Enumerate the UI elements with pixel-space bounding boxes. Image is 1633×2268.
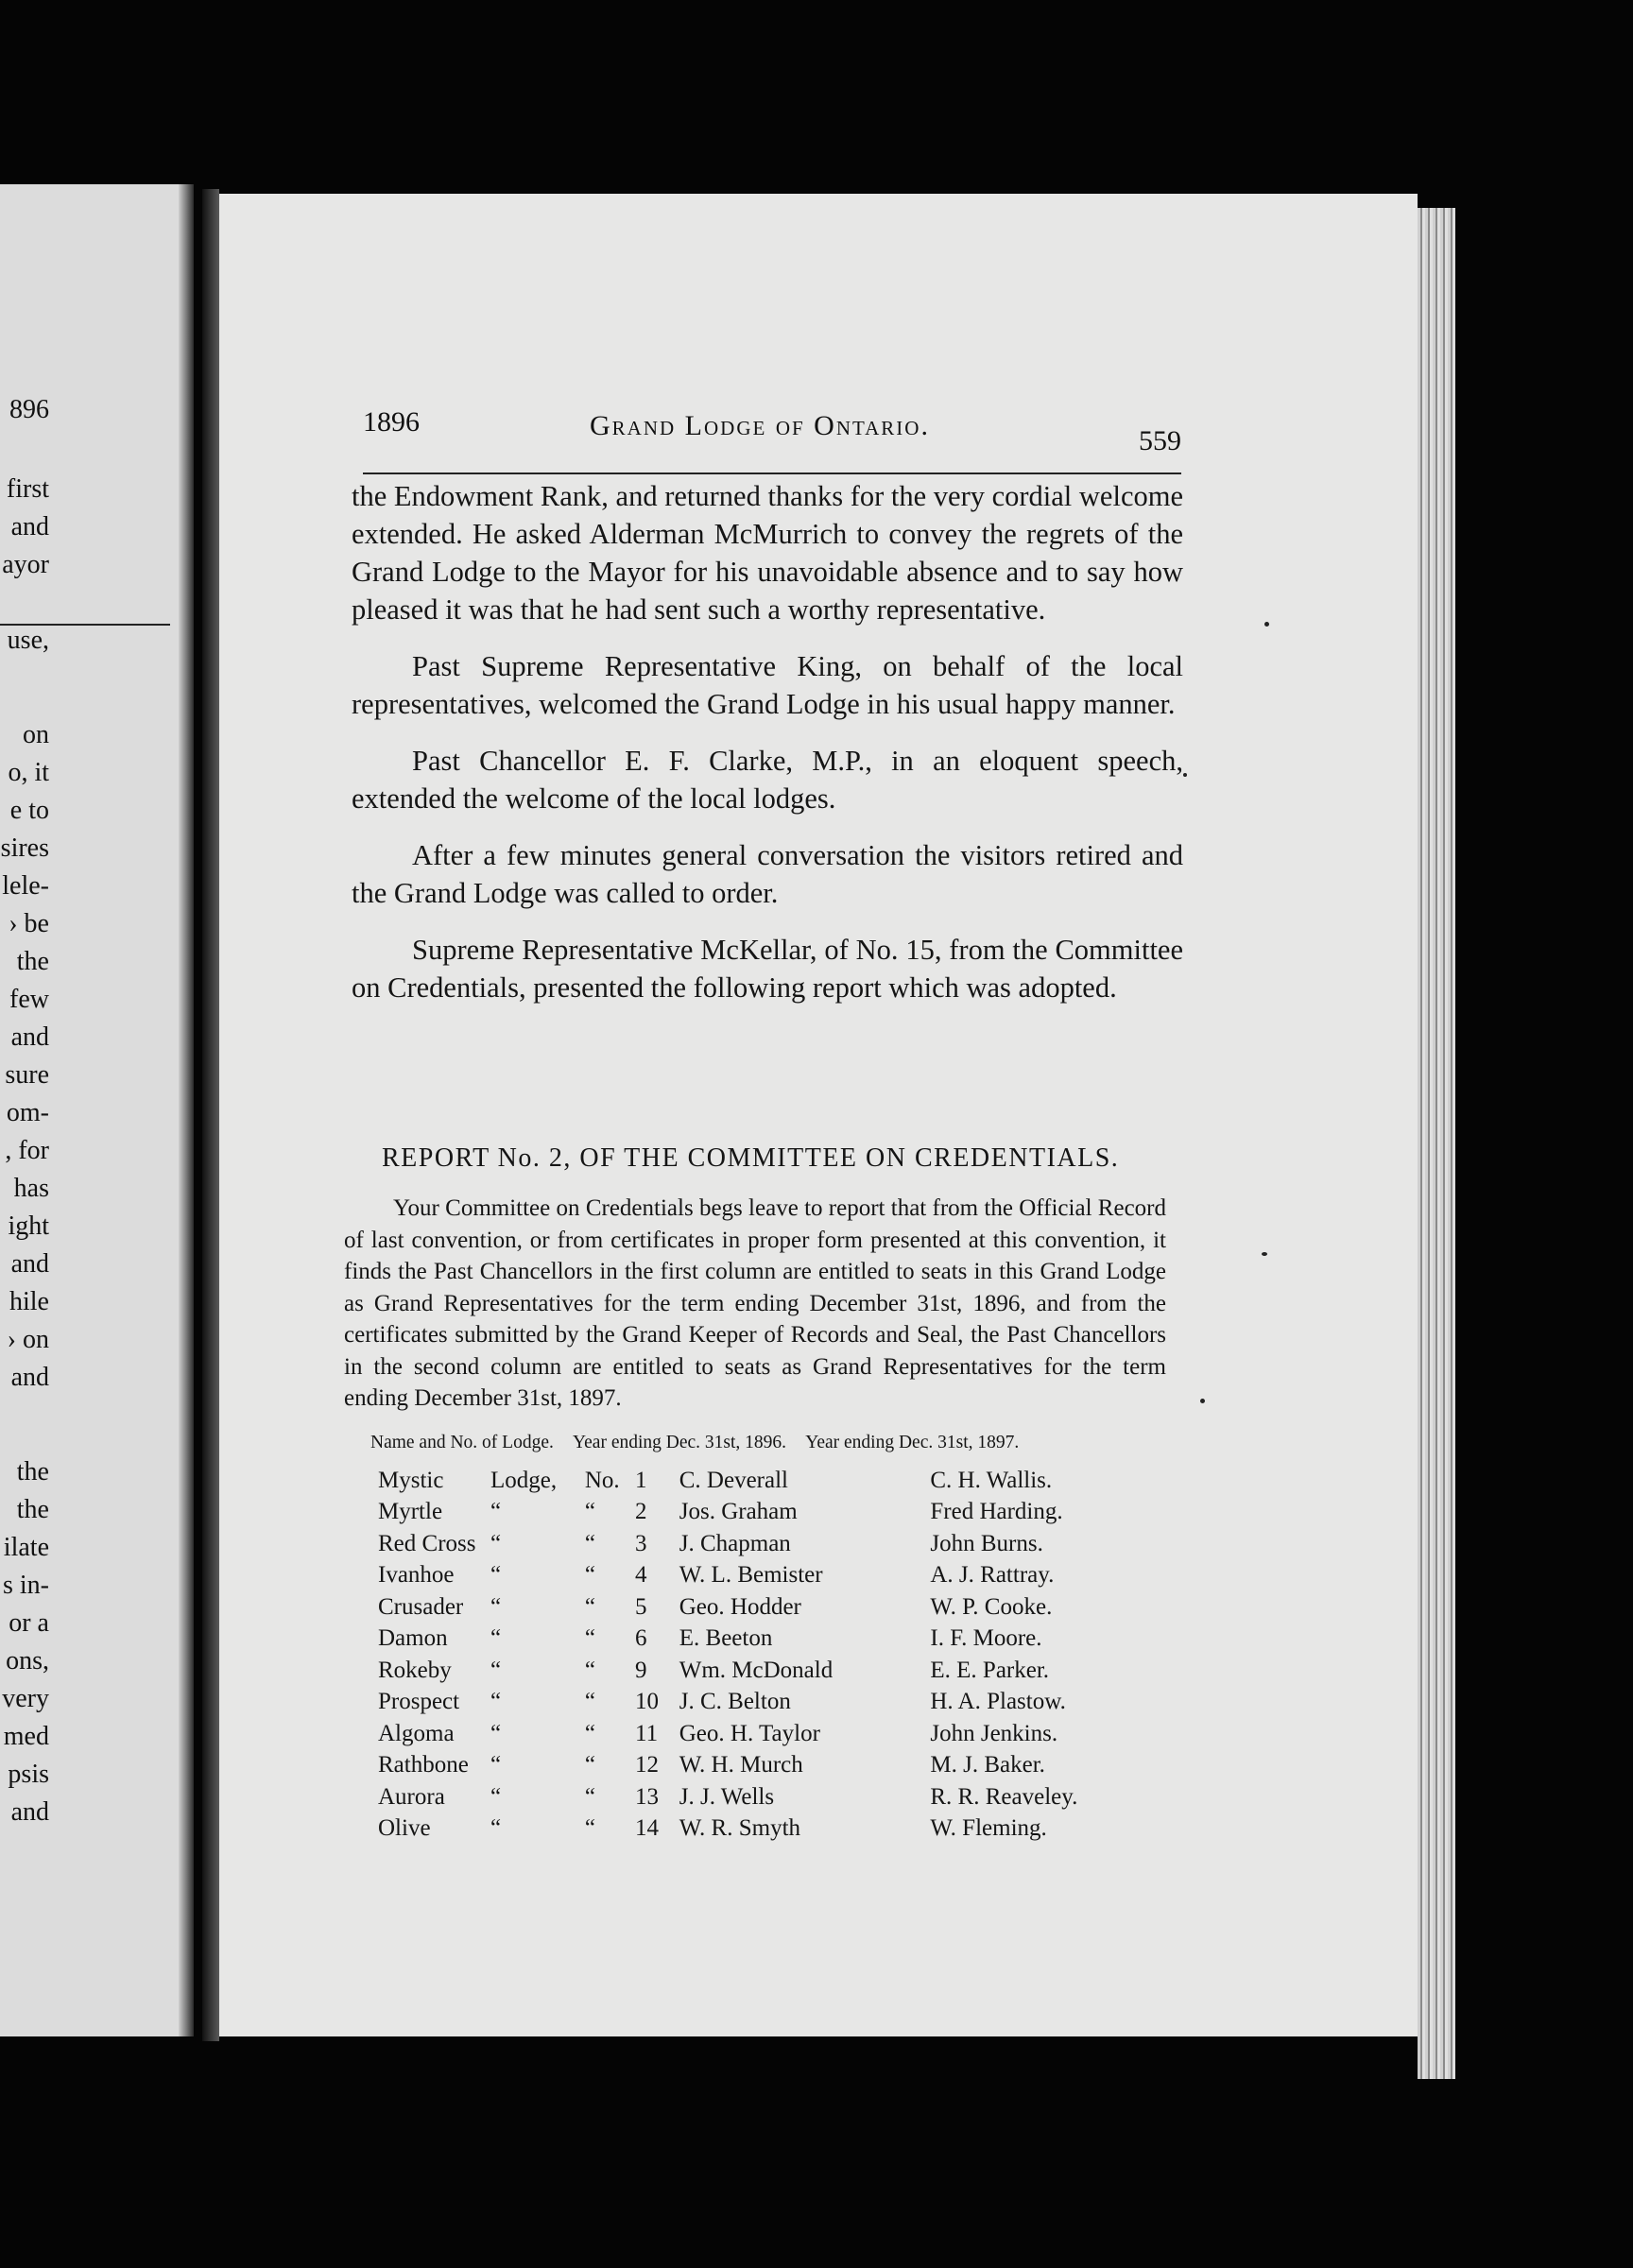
previous-page-line: lele- (2, 871, 49, 901)
header-title: Grand Lodge of Ontario. (590, 410, 930, 441)
scan-speck (1264, 622, 1269, 627)
lodge-word: “ (490, 1815, 502, 1842)
representative-1896: Geo. Hodder (679, 1593, 801, 1620)
previous-page-line: use, (7, 626, 49, 655)
table-row (378, 1624, 1181, 1656)
representative-1896: J. J. Wells (679, 1783, 775, 1810)
previous-page-line: has (13, 1174, 49, 1203)
no-word: “ (584, 1815, 595, 1842)
representative-1896: Jos. Graham (679, 1499, 798, 1525)
table-header (370, 1433, 1174, 1453)
lodge-word: “ (490, 1530, 502, 1556)
representative-1896: J. Chapman (679, 1530, 791, 1556)
previous-page-line: med (3, 1722, 49, 1751)
scan-speck (1200, 1399, 1205, 1403)
table-row (378, 1718, 1181, 1750)
lodge-number: 3 (635, 1530, 647, 1556)
table-row (378, 1750, 1181, 1782)
lodge-number: 10 (635, 1689, 659, 1715)
running-header (363, 406, 1181, 474)
representative-1896: C. Deverall (679, 1467, 788, 1493)
representative-1897: I. F. Moore. (930, 1625, 1042, 1652)
previous-page-line: very (2, 1684, 49, 1713)
paragraph: Supreme Representative McKellar, of No. 15, from the Committee on Credentials, presented the following report which was adopted. (352, 934, 1183, 1004)
lodge-number: 9 (635, 1657, 647, 1683)
lodge-word: Lodge, (490, 1467, 558, 1493)
lodge-name: Rokeby (378, 1657, 452, 1683)
previous-page-line: › on (7, 1325, 49, 1354)
book-binding (202, 189, 219, 2041)
previous-page-line: , for (5, 1136, 49, 1165)
previous-page-line: and (10, 1363, 49, 1392)
representative-1897: W. P. Cooke. (930, 1593, 1053, 1620)
lodge-word: “ (490, 1720, 502, 1746)
previous-page-line: the (16, 1495, 49, 1524)
previous-page-line: ilate (3, 1533, 49, 1562)
table-row (378, 1528, 1181, 1560)
table-row (378, 1781, 1181, 1813)
no-word: “ (584, 1783, 595, 1810)
representative-1897: John Burns. (930, 1530, 1043, 1556)
lodge-number: 14 (635, 1815, 659, 1842)
representative-1896: W. H. Murch (679, 1752, 803, 1778)
lodge-number: 13 (635, 1783, 659, 1810)
previous-page-line: or a (9, 1608, 49, 1638)
representative-1897: M. J. Baker. (930, 1752, 1045, 1778)
lodge-word: “ (490, 1689, 502, 1715)
previous-page-line: and (10, 512, 49, 541)
table-row (378, 1687, 1181, 1719)
representatives-table (378, 1465, 1181, 1845)
previous-page-line: on (23, 720, 49, 749)
column-header-1897: Year ending Dec. 31st, 1897. (805, 1433, 1020, 1452)
representative-1897: C. H. Wallis. (930, 1467, 1053, 1493)
previous-page-line: and (10, 1249, 49, 1279)
lodge-name: Olive (378, 1815, 431, 1842)
lodge-word: “ (490, 1752, 502, 1778)
previous-page-line: psis (8, 1760, 49, 1789)
scan-speck (1183, 773, 1187, 777)
lodge-number: 5 (635, 1593, 647, 1620)
previous-page-line: the (16, 947, 49, 976)
lodge-number: 4 (635, 1562, 647, 1589)
header-year: 1896 (363, 406, 420, 438)
paragraph: the Endowment Rank, and returned thanks for the very cordial welcome extended. He asked Alderman McMurrich to convey the regrets of the Grand Lodge to the Mayor for his unavoidable absence and to say how pleased it was that he had sent such a worthy representative. (352, 480, 1183, 626)
previous-page-line: s in- (3, 1571, 49, 1600)
no-word: “ (584, 1689, 595, 1715)
lodge-word: “ (490, 1625, 502, 1652)
previous-page-line: o, it (8, 758, 49, 787)
lodge-number: 11 (635, 1720, 659, 1746)
report-heading: REPORT No. 2, OF THE COMMITTEE ON CREDENTIALS. (382, 1143, 1120, 1173)
previous-page-line: and (10, 1022, 49, 1052)
table-row (378, 1560, 1181, 1592)
previous-page-line: hile (9, 1287, 49, 1316)
lodge-word: “ (490, 1499, 502, 1525)
no-word: “ (584, 1530, 595, 1556)
previous-page-line: sires (0, 833, 49, 863)
lodge-name: Myrtle (378, 1499, 443, 1525)
representative-1896: J. C. Belton (679, 1689, 791, 1715)
lodge-name: Ivanhoe (378, 1562, 455, 1589)
previous-page-line: first (6, 474, 49, 504)
table-row (378, 1497, 1181, 1529)
lodge-number: 1 (635, 1467, 647, 1493)
lodge-name: Algoma (378, 1720, 455, 1746)
report-body: Your Committee on Credentials begs leave to report that from the Official Record of last convention, or from certificates in proper form presented at this convention, it finds the Past Chancellors in the first column are entitled to seats in this Grand Lodge as Grand Representatives for the term ending December 31st, 1896, and from the certificates submitted by the Grand Keeper of Records and Seal, the Past Chancellors in the second column are entitled to seats as Grand Representatives for the term ending December 31st, 1897. (344, 1195, 1166, 1411)
previous-page-line: e to (9, 796, 49, 825)
previous-page-line: few (9, 985, 49, 1014)
lodge-name: Crusader (378, 1593, 464, 1620)
table-row (378, 1655, 1181, 1687)
lodge-word: “ (490, 1562, 502, 1589)
no-word: “ (584, 1499, 595, 1525)
page-edges (1418, 208, 1455, 2079)
paragraph: Past Chancellor E. F. Clarke, M.P., in an eloquent speech, extended the welcome of the local lodges. (352, 745, 1183, 815)
lodge-name: Damon (378, 1625, 448, 1652)
column-header-1896: Year ending Dec. 31st, 1896. (573, 1433, 787, 1452)
no-word: “ (584, 1625, 595, 1652)
lodge-name: Rathbone (378, 1752, 469, 1778)
lodge-name: Aurora (378, 1783, 445, 1810)
representative-1896: W. R. Smyth (679, 1815, 801, 1842)
page-number: 559 (1139, 425, 1181, 456)
previous-page-line: ayor (2, 550, 49, 579)
gutter-shadow (179, 184, 194, 2036)
lodge-name: Prospect (378, 1689, 460, 1715)
representative-1896: Geo. H. Taylor (679, 1720, 820, 1746)
lodge-name: Red Cross (378, 1530, 476, 1556)
previous-page-line: the (16, 1457, 49, 1486)
previous-page-line: and (10, 1797, 49, 1827)
representative-1897: A. J. Rattray. (930, 1562, 1055, 1589)
previous-page-line: ight (8, 1211, 49, 1241)
previous-page-line: › be (9, 909, 49, 938)
representative-1897: John Jenkins. (930, 1720, 1058, 1746)
no-word: “ (584, 1562, 595, 1589)
lodge-word: “ (490, 1593, 502, 1620)
scan-speck (1262, 1252, 1267, 1256)
no-word: “ (584, 1752, 595, 1778)
no-word: “ (584, 1593, 595, 1620)
representative-1897: E. E. Parker. (930, 1657, 1050, 1683)
representative-1896: Wm. McDonald (679, 1657, 834, 1683)
table-row (378, 1465, 1181, 1497)
no-word: “ (584, 1720, 595, 1746)
lodge-number: 12 (635, 1752, 659, 1778)
representative-1896: E. Beeton (679, 1625, 773, 1652)
lodge-word: “ (490, 1657, 502, 1683)
representative-1897: R. R. Reaveley. (930, 1783, 1078, 1810)
lodge-word: “ (490, 1783, 502, 1810)
representative-1897: W. Fleming. (930, 1815, 1047, 1842)
no-word: No. (584, 1467, 620, 1493)
paragraph: Past Supreme Representative King, on behalf of the local representatives, welcomed the Grand Lodge in his usual happy manner. (352, 650, 1183, 720)
column-header-lodge: Name and No. of Lodge. (370, 1433, 554, 1452)
no-word: “ (584, 1657, 595, 1683)
table-row (378, 1591, 1181, 1624)
previous-page-line: om- (6, 1098, 49, 1127)
previous-page-line: 896 (9, 395, 49, 424)
lodge-number: 6 (635, 1625, 647, 1652)
representative-1897: Fred Harding. (930, 1499, 1063, 1525)
previous-page-line: sure (5, 1060, 49, 1090)
previous-page-line: ons, (6, 1646, 49, 1675)
representative-1896: W. L. Bemister (679, 1562, 823, 1589)
lodge-number: 2 (635, 1499, 647, 1525)
lodge-name: Mystic (378, 1467, 444, 1493)
body-text (352, 477, 1183, 1025)
paragraph: After a few minutes general conversation the visitors retired and the Grand Lodge was called to order. (352, 839, 1183, 909)
representative-1897: H. A. Plastow. (930, 1689, 1066, 1715)
table-row (378, 1813, 1181, 1846)
